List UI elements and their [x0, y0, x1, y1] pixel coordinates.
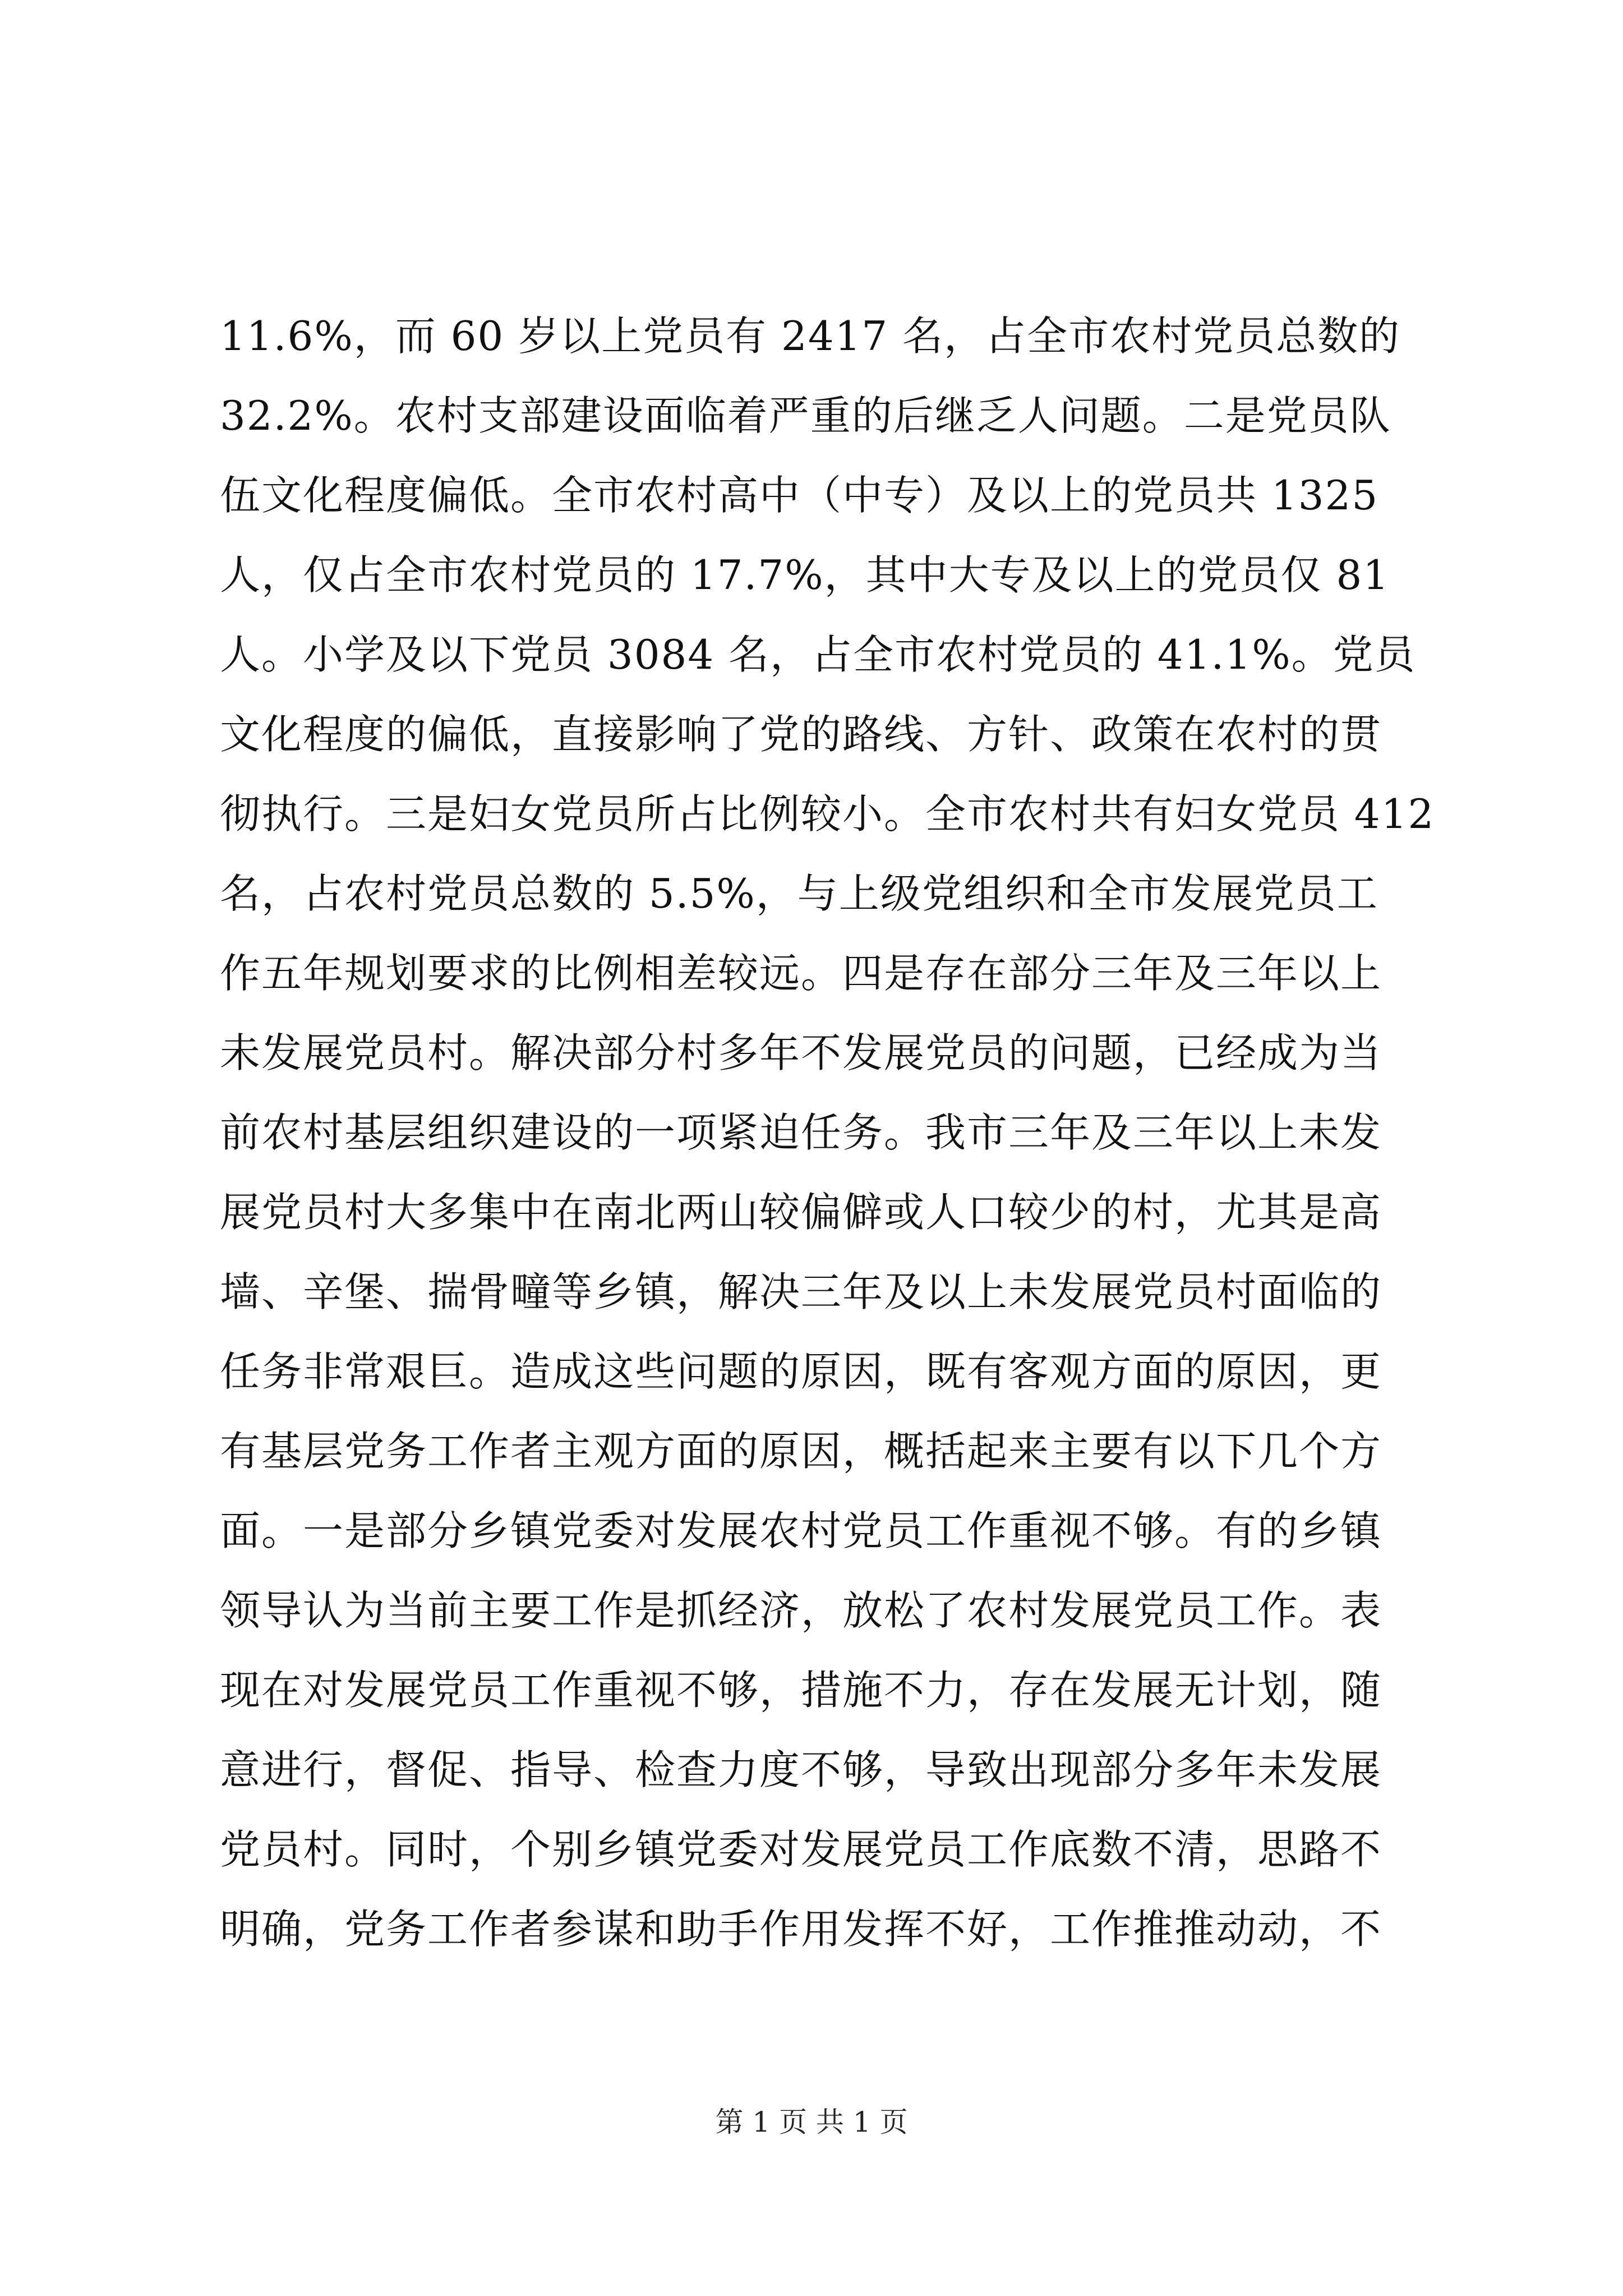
text-line: 展党员村大多集中在南北两山较偏僻或人口较少的村，尤其是高 — [220, 1189, 1382, 1236]
body-paragraph — [220, 296, 1435, 1969]
text-line: 领导认为当前主要工作是抓经济，放松了农村发展党员工作。表 — [220, 1587, 1382, 1634]
page-footer: 第 1 页 共 1 页 — [715, 2106, 908, 2138]
text-line: 彻执行。三是妇女党员所占比例较小。全市农村共有妇女党员 412 — [220, 790, 1435, 838]
text-line: 作五年规划要求的比例相差较远。四是存在部分三年及三年以上 — [220, 950, 1382, 997]
text-line: 现在对发展党员工作重视不够，措施不力，存在发展无计划，随 — [220, 1667, 1382, 1714]
text-line: 党员村。同时，个别乡镇党委对发展党员工作底数不清，思路不 — [220, 1826, 1382, 1873]
text-line: 任务非常艰巨。造成这些问题的原因，既有客观方面的原因，更 — [220, 1348, 1382, 1395]
text-line: 人。小学及以下党员 3084 名，占全市农村党员的 41.1%。党员 — [220, 631, 1416, 678]
text-line: 明确，党务工作者参谋和助手作用发挥不好，工作推推动动，不 — [220, 1906, 1382, 1953]
text-line: 前农村基层组织建设的一项紧迫任务。我市三年及三年以上未发 — [220, 1109, 1382, 1156]
text-line: 未发展党员村。解决部分村多年不发展党员的问题，已经成为当 — [220, 1029, 1382, 1076]
text-line: 名，占农村党员总数的 5.5%，与上级党组织和全市发展党员工 — [220, 870, 1378, 917]
text-line: 面。一是部分乡镇党委对发展农村党员工作重视不够。有的乡镇 — [220, 1507, 1382, 1554]
text-line: 意进行，督促、指导、检查力度不够，导致出现部分多年未发展 — [220, 1746, 1382, 1793]
text-line: 32.2%。农村支部建设面临着严重的后继乏人问题。二是党员队 — [220, 392, 1391, 439]
text-line: 人，仅占全市农村党员的 17.7%，其中大专及以上的党员仅 81 — [220, 551, 1390, 599]
text-line: 墙、辛堡、揣骨疃等乡镇，解决三年及以上未发展党员村面临的 — [220, 1268, 1382, 1315]
text-line: 有基层党务工作者主观方面的原因，概括起来主要有以下几个方 — [220, 1428, 1382, 1475]
text-line: 11.6%，而 60 岁以上党员有 2417 名，占全市农村党员总数的 — [220, 312, 1401, 360]
text-line: 文化程度的偏低，直接影响了党的路线、方针、政策在农村的贯 — [220, 711, 1382, 758]
text-line: 伍文化程度偏低。全市农村高中（中专）及以上的党员共 1325 — [220, 472, 1379, 519]
